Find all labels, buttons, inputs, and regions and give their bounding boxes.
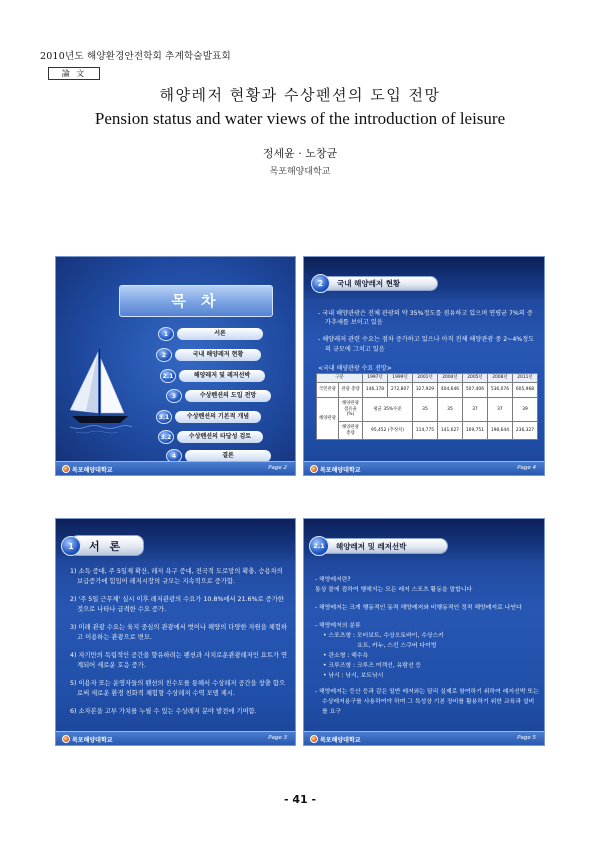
table-cell: 404,646: [437, 383, 462, 398]
slide-body: [315, 575, 539, 717]
table-header-cell: 2008년: [487, 374, 512, 383]
intro-paragraph: 5) 이용자 또는 운영자들의 펜션의 친수도를 통해서 수상레저 공간을 창출 함으로써 새로운 환경 친화적 체험형 수상레저 수역 모델 제시.: [70, 680, 286, 697]
classification-heading: - 해양레저의 분류: [315, 623, 361, 629]
toc-item: [158, 327, 263, 341]
slide-page-number: Page 2: [268, 465, 287, 471]
bullet-text: - 국내 해양관광은 전체 관광의 약 35%정도를 점유하고 있으며 연평균 7%의 증가추세를 보이고 있음: [318, 310, 533, 327]
toc-label: 서론: [177, 328, 263, 340]
classification-item: • 크루즈형 : 크루즈 여객선, 유람선 등: [323, 663, 422, 669]
slide-footer: [304, 461, 544, 475]
slide-title: 국내 해양레저 현황: [337, 279, 401, 288]
closing-text: - 해양레저는 등산 등과 같은 일반 레저와는 달리 실제로 참여하기 위하여 레저선박 또는 수상레저용구를 사용하여야 하며 그 특성상 기본 장비를 활용하기 위한 교육과 설비를 요구: [315, 689, 539, 715]
conference-name: 2010년도 해양환경안전학회 추계학술발표회: [40, 51, 231, 62]
toc-number: 1: [158, 327, 174, 341]
table-header-cell: 구분: [317, 374, 363, 383]
table-cell: 236,327: [512, 422, 537, 440]
slide-footer: [304, 731, 544, 745]
slide-title: 해양레저 및 레저선박: [336, 541, 407, 551]
university-logo-text: 목포해양대학교: [72, 736, 113, 744]
university-emblem-icon: [310, 465, 318, 473]
page-number: - 41 -: [283, 793, 317, 806]
university-logo: [62, 734, 113, 744]
article-type-tag: 論 文: [48, 67, 100, 80]
table-cell: 605,968: [512, 383, 537, 398]
toc-label: 결론: [185, 450, 271, 462]
table-header-cell: 2004년: [437, 374, 462, 383]
slide-title-pill: [320, 276, 438, 291]
table-cell: 198,644: [487, 422, 512, 440]
toc-item: [166, 389, 271, 403]
table-cell: 141,627: [437, 422, 462, 440]
toc-label: 해양레저 및 레저선박: [179, 370, 265, 382]
intro-paragraph: 1) 소득 증대, 주 5일제 확산, 레저 욕구 증대, 전국적 도로망의 확충, 승용차의 보급증가에 힘입어 레저시장의 규모는 지속적으로 증가함.: [70, 568, 283, 585]
table-header-row: [317, 374, 538, 383]
classification-item: • 관소형 : 해수욕: [323, 653, 369, 659]
table-cell: 37: [487, 398, 512, 422]
table-cell: 35: [437, 398, 462, 422]
university-emblem-icon: [310, 735, 318, 743]
table-cell: 272,807: [388, 383, 413, 398]
slide-page-number: Page 4: [517, 465, 536, 471]
intro-paragraph: 4) 자기만의 독립적인 공간을 향유하려는 펜션과 사치로운관광레저인 요트가 연계되어 새로운 호응 증가.: [70, 652, 288, 669]
toc-number: 3.2: [158, 430, 174, 444]
table-cell: 관광 총량: [339, 383, 363, 398]
table-cell: 해양관광: [317, 398, 339, 440]
slide-body: [318, 309, 536, 354]
table-cell: 114,775: [412, 422, 437, 440]
slide-table-of-contents: [55, 256, 296, 476]
toc-number: 2: [156, 348, 172, 362]
university-logo: [62, 464, 113, 474]
toc-number: 3: [166, 389, 182, 403]
classification-item: • 스포츠형 : 모터보트, 수상오토바이, 수상스키: [323, 633, 444, 639]
table-header-cell: 1997년: [363, 374, 388, 383]
table-cell: 37: [462, 398, 487, 422]
toc-item: [158, 430, 263, 444]
toc-number: 4: [166, 449, 182, 463]
tourism-demand-table: [316, 373, 538, 440]
table-header-cell: 1999년: [388, 374, 413, 383]
table-cell: 39: [512, 398, 537, 422]
definition-text: 통상 물에 접하여 행해지는 모든 레저 스포츠 활동을 말합니다: [315, 587, 473, 593]
slide-page-number: Page 5: [517, 735, 536, 741]
table-row: [317, 383, 538, 398]
toc-item: [156, 348, 261, 362]
toc-label: 수상펜션의 기본적 개념: [175, 411, 261, 423]
university-logo: [310, 734, 361, 744]
table-header-cell: 2005년: [462, 374, 487, 383]
affiliation: 목포해양대학교: [269, 167, 331, 177]
table-cell: 327,929: [412, 383, 437, 398]
university-emblem-icon: [62, 465, 70, 473]
university-logo: [310, 464, 361, 474]
table-cell: 국민관광: [317, 383, 339, 398]
table-cell: 35: [412, 398, 437, 422]
table-caption: <국내 해양관광 수요 전망>: [318, 365, 392, 372]
types-note: - 해양레저는 크게 행동적인 동적 해양레저와 비행동적인 정적 해양레저로 나뉜다: [315, 605, 522, 611]
table-cell: 146,178: [363, 383, 388, 398]
toc-heading: 목 차: [119, 285, 273, 317]
table-cell: 해양관광 점유율 (%): [339, 398, 363, 422]
paper-title-korean: 해양레저 현황과 수상펜션의 도입 전망: [159, 86, 441, 104]
section-number-badge: 2.1: [309, 536, 329, 556]
table-header-cell: 2001년: [412, 374, 437, 383]
section-number-badge: 2: [311, 274, 330, 293]
definition-heading: - 해양레저란?: [315, 577, 351, 583]
university-logo-text: 목포해양대학교: [320, 466, 361, 474]
slide-footer: [56, 461, 295, 475]
slide-marine-leisure-vessels: [303, 518, 545, 746]
table-cell: 169,751: [462, 422, 487, 440]
bullet-text: - 해양레저 관련 수요는 점차 증가하고 있으나 아직 전체 해양관광 중 2~4%정도의 규모에 그치고 있음: [318, 336, 535, 353]
authors: 정세윤 · 노창균: [262, 147, 338, 160]
slide-page-number: Page 3: [268, 735, 287, 741]
paper-title-english: Pension status and water views of the introduction of leisure: [94, 109, 506, 128]
university-logo-text: 목포해양대학교: [320, 736, 361, 744]
slide-introduction: [55, 518, 296, 746]
slide-body: [70, 567, 288, 717]
toc-label: 수상펜션의 타당성 검토: [177, 431, 263, 443]
table-row: [317, 422, 538, 440]
toc-number: 2.1: [160, 369, 176, 383]
table-cell: 507,406: [462, 383, 487, 398]
toc-label: 국내 해양레저 현황: [175, 349, 261, 361]
classification-item: • 낚시 : 낚시, 보트낚시: [323, 673, 384, 679]
intro-paragraph: 3) 미래 관광 수요는 육지 중심의 관광에서 벗어나 해양의 다양한 자원을 체험하고 이용하는 관광으로 변모.: [70, 624, 288, 641]
table-row: [317, 398, 538, 422]
table-header-cell: 2011년: [512, 374, 537, 383]
slide-title: 서 론: [89, 539, 124, 553]
university-logo-text: 목포해양대학교: [72, 466, 113, 474]
classification-item: 요트, 카누, 스킨 스쿠버 다이빙: [357, 643, 437, 649]
table-cell: 95,452 (추정치): [363, 422, 413, 440]
toc-item: [156, 410, 261, 424]
slide-title-pill: [318, 538, 448, 554]
table-cell: 평균 35%수준: [363, 398, 413, 422]
table-cell: 536,076: [487, 383, 512, 398]
toc-number: 3.1: [156, 410, 172, 424]
university-emblem-icon: [62, 735, 70, 743]
toc-item: [160, 369, 265, 383]
slide-footer: [56, 731, 295, 745]
toc-label: 수상펜션의 도입 전망: [185, 390, 271, 402]
sailboat-image: [64, 349, 136, 437]
slide-title-pill: [70, 535, 144, 556]
slide-domestic-marine-leisure: [303, 256, 545, 476]
table-cell: 해양관광 총량: [339, 422, 363, 440]
intro-paragraph: 2) '주 5일 근무제' 실시 이후 레저관광의 수요가 10.8%에서 21.6%로 증가한 것으로 나타나 급격한 수요 증가.: [70, 596, 284, 613]
intro-paragraph: 6) 소자본을 고부 가치를 누릴 수 있는 수상레저 분야 발전에 기여함.: [70, 708, 257, 715]
section-number-badge: 1: [61, 536, 81, 556]
